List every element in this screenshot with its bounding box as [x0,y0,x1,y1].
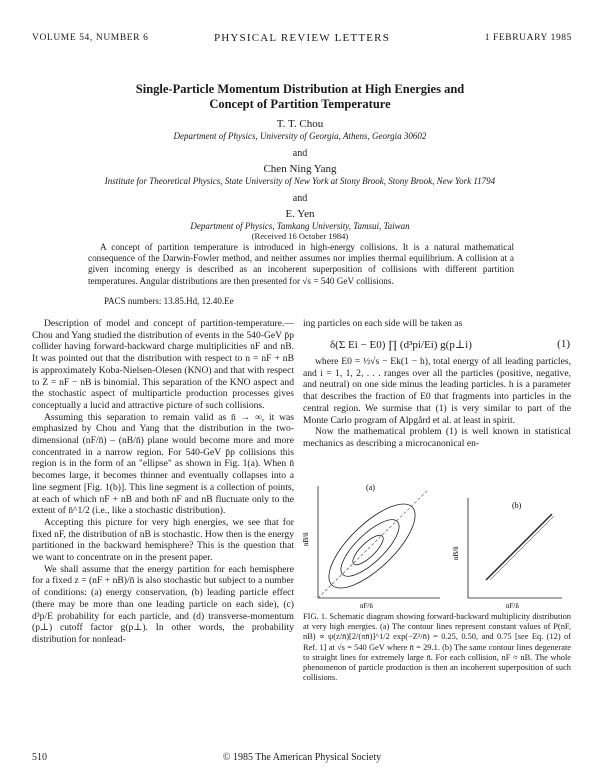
line-segment-b [486,514,552,580]
volume-number: VOLUME 54, NUMBER 6 [32,33,149,43]
author-2: Chen Ning Yang [263,163,337,175]
abstract: A concept of partition temperature is introduced in high-energy collisions. It is a natural mathematical consequence of the Darwin-Fowler method, and neither assumes nor implies thermal equilibrium. A collision at a given incoming energy is described as an incoherent superposition of collisions with different partition temperatures. Angular distributions are then presented for √s = 540 GeV collisions. [88,242,514,286]
copyright: © 1985 The American Physical Society [222,752,382,763]
x-axis-label-a: nF/n̄ [360,602,373,610]
author-3: E. Yen [285,208,315,220]
contour-outer [316,491,427,600]
journal-name: PHYSICAL REVIEW LETTERS [213,32,391,44]
affiliation-1: Department of Physics, University of Georgia, Athens, Georgia 30602 [173,131,427,141]
y-axis-label-b: nB/n̄ [452,546,460,560]
figure-caption: FIG. 1. Schematic diagram showing forward-backward multiplicity distribution at very high energies. (a) The contour lines represent constant values of P(nF, nB) ∝ ψ(z/n̄)[2/(πn̄)]^1/2 exp(−Z²/n̄) = 0.25, 0.50, and 0.75 [see Eq. (12) of Ref. 1] at √s = 540 GeV where n̄ = 29.1. (b) The same contour lines degenerate to straight lines for extremely large n̄. For each collision, nF ≈ nB. The whole phenomenon of particle production is then an incoherent superposition of such collisions. [303,612,571,683]
and-separator-1: and [292,148,308,159]
paragraph-6: Now the mathematical problem (1) is well known in statistical mechanics as describing a microcanonical en- [303,426,571,449]
paper-title: Single-Particle Momentum Distribution at High Energies and Concept of Partition Temperature [135,82,465,111]
equation-1 [330,338,570,351]
figure-panel-a [302,483,440,610]
line-segment-b-edge [490,516,554,580]
contour-inner [349,531,387,569]
right-column [303,356,571,450]
author-1: T. T. Chou [276,118,324,130]
left-column [32,318,294,646]
panel-a-label: (a) [366,483,375,492]
pacs-numbers: PACS numbers: 13.85.Hd, 12.40.Ee [104,296,234,306]
issue-date: 1 FEBRUARY 1985 [484,33,572,43]
right-column-intro: ing particles on each side will be taken as [303,318,463,329]
affiliation-3: Department of Physics, Tamkang University, Tamsui, Taiwan [190,221,410,231]
y-axis-label-a: nB/n̄ [302,532,310,546]
panel-b-label: (b) [512,501,522,510]
equation-body: δ(Σ Ei − E0) ∏ (d³pi/Ei) g(p⊥i) [330,339,472,351]
contour-middle [333,512,407,585]
paragraph-2: Assuming this separation to remain valid as n̄ → ∞, it was emphasized by Chou and Yang that the distribution in the two-dimensional (nF/n̄) – (nB/n̄) plane would become more and more concentrated in a narrow region. For 540-GeV p̄p collisions this region is in the form of an "ellipse" as shown in Fig. 1(a). When n̄ becomes large, it becomes thinner and eventually collapses into a line segment [Fig. 1(b)]. This line segment is a collection of points, at each of which nF + nB and both nF and nB fluctuate only to the extent of n̄^1/2 (i.e., like a stochastic distribution). [32,411,294,517]
equation-number: (1) [557,338,570,350]
figure-1 [300,480,572,610]
paragraph-1: Description of model and concept of partition-temperature.—Chou and Yang studied the distribution of events in the 540-GeV p̄p collider having forward-backward charge multiplicities nF and nB. It was pointed out that the distribution with respect to n = nF + nB is approximately Koba-Nielsen-Olesen (KNO) and that with respect to Z = nF − nB is binomial. This separation of the KNO aspect and the stochastic aspect of multiparticle production processes gives conceptually a lucid and attractive picture of such collisions. [32,318,294,411]
figure-panel-b [452,498,562,610]
affiliation-2: Institute for Theoretical Physics, State University of New York at Stony Brook, Stony Brook, New York 11794 [104,176,496,186]
paragraph-5: where E0 = ½√s − Ek(1 − h), total energy of all leading particles, and i = 1, 1, 2, . . . ranges over all the particles (positive, negative, and neutral) on one side minus the leading particles. h is a parameter that describes the fraction of E0 that fragments into particles in the central region. We surmise that (1) is very similar to part of the Monte Carlo program of Alpgård et al. at least in spirit. [303,356,571,426]
and-separator-2: and [292,193,308,204]
paragraph-4: We shall assume that the energy partition for each hemisphere for a fixed z = (nF + nB)/n̄ is also stochastic but subject to a number of conditions: (a) energy conservation, (b) leading particle effect (there may be more than one leading particle on each side), (c) d³p/E probability for each particle, and (d) transverse-momentum (p⊥) cutoff factor g(p⊥). In other words, the probability distribution for nonlead- [32,563,294,645]
x-axis-label-b: nF/n̄ [506,602,519,610]
received-date: (Received 16 October 1984) [251,231,349,241]
paragraph-3: Accepting this picture for very high energies, we see that for fixed nF, the distribution of nB is stochastic. How then is the energy partitioned in the backward hemisphere? This is the question that we want to concentrate on in the present paper. [32,516,294,564]
page-number: 510 [32,752,47,763]
